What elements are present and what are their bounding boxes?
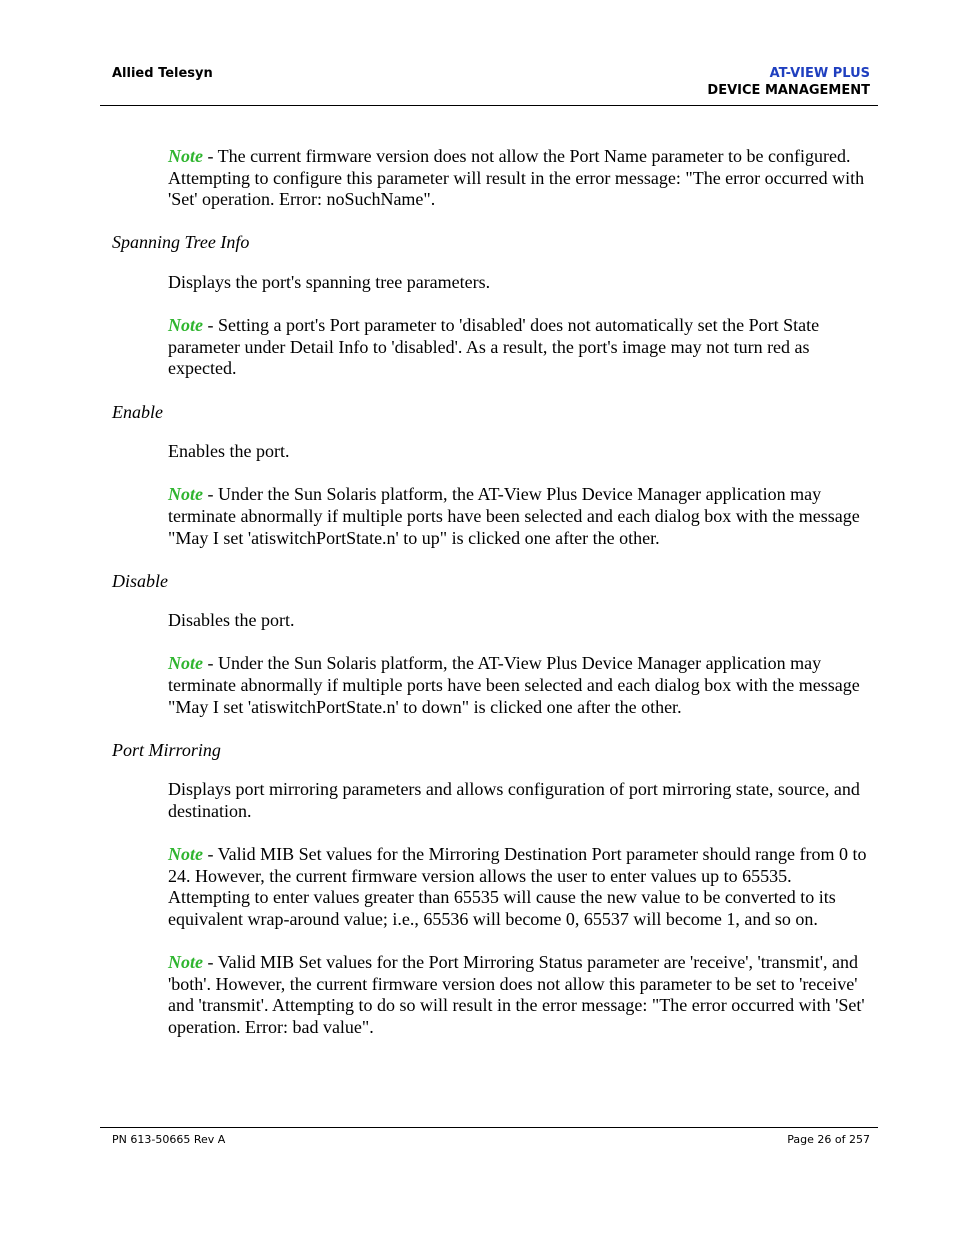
note-label: Note (168, 653, 203, 674)
term-description: Disables the port. (168, 610, 295, 631)
note-label: Note (168, 146, 203, 166)
note-paragraph (168, 653, 872, 718)
document-body (112, 128, 872, 1060)
note-label: Note (168, 952, 203, 973)
term-spanning-tree-info: Spanning Tree Info (112, 232, 250, 253)
company-name: Allied Telesyn (112, 66, 213, 81)
term-port-mirroring: Port Mirroring (112, 739, 221, 760)
note-text: - Valid MIB Set values for the Port Mirroring Status parameter are 'receive', 'transmit', and 'both'. However, the current firmware version does not allow this parameter to be set to 'receive' and 'transmit'. Attempting to do so will result in the error message: "The error occurred with 'Set' operation. Error: bad value". (168, 952, 865, 1037)
note-text: - Under the Sun Solaris platform, the AT-View Plus Device Manager application may terminate abnormally if multiple ports have been selected and each dialog box with the message "May I set 'atiswitchPortState.n' to down" is clicked one after the other. (168, 653, 860, 717)
page-header (100, 60, 878, 106)
note-paragraph (168, 315, 872, 380)
product-name: AT-VIEW PLUS (769, 66, 870, 81)
note-text: - Under the Sun Solaris platform, the AT-View Plus Device Manager application may terminate abnormally if multiple ports have been selected and each dialog box with the message "May I set 'atiswitchPortState.n' to up" is clicked one after the other. (168, 484, 860, 548)
term-description: Enables the port. (168, 441, 290, 462)
note-label: Note (168, 484, 203, 505)
note-label: Note (168, 315, 203, 336)
term-disable: Disable (112, 570, 168, 591)
note-label: Note (168, 844, 203, 865)
part-number: PN 613-50665 Rev A (112, 1133, 226, 1146)
section-title: DEVICE MANAGEMENT (707, 83, 870, 98)
page-number: Page 26 of 257 (787, 1133, 870, 1146)
note-paragraph (168, 844, 872, 930)
note-text: - The current firmware version does not allow the Port Name parameter to be configured. Attempting to configure this parameter will result in the error message: "The error occurred with 'Set' operation. Error: noSuchName". (168, 146, 865, 210)
term-enable: Enable (112, 401, 163, 422)
note-paragraph (168, 484, 872, 549)
note-text: - Setting a port's Port parameter to 'disabled' does not automatically set the Port State parameter under Detail Info to 'disabled'. As a result, the port's image may not turn red as expected. (168, 315, 820, 379)
note-paragraph (168, 146, 872, 211)
term-description: Displays the port's spanning tree parameters. (168, 271, 491, 292)
page-footer (100, 1127, 878, 1146)
note-text: - Valid MIB Set values for the Mirroring Destination Port parameter should range from 0 to 24. However, the current firmware version allows the user to enter values up to 65535. Attempting to enter values greater than 65535 will cause the new value to be converted to its equivalent wrap-around value; i.e., 65536 will become 0, 65537 will become 1, and so on. (168, 844, 867, 929)
term-description: Displays port mirroring parameters and allows configuration of port mirroring state, source, and destination. (168, 779, 860, 822)
note-paragraph (168, 952, 872, 1038)
